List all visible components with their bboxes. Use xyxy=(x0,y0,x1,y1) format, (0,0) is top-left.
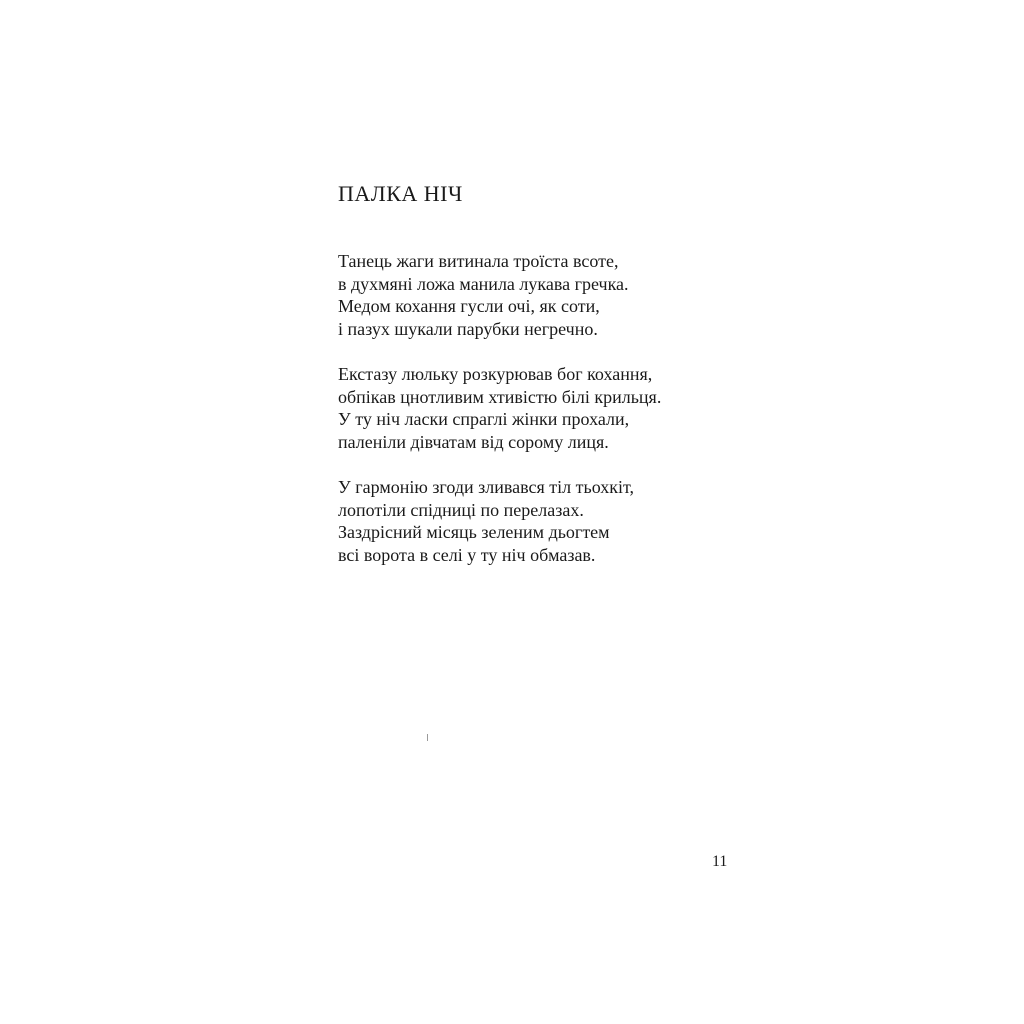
stanza-3 xyxy=(338,476,758,566)
poem-line: і пазух шукали парубки негречно. xyxy=(338,318,598,339)
poem-line: лопотіли спідниці по перелазах. xyxy=(338,499,584,520)
poem-title: ПАЛКА НІЧ xyxy=(338,181,463,206)
stanza-1 xyxy=(338,250,758,340)
stanza-2 xyxy=(338,363,758,453)
scan-mark xyxy=(427,734,428,741)
page-number: 11 xyxy=(712,853,728,870)
poem-line: в духмяні ложа манила лукава гречка. xyxy=(338,273,629,294)
poem-line: У ту ніч ласки спраглі жінки прохали, xyxy=(338,409,630,429)
poem-line: У гармонію згоди зливався тіл тьохкіт, xyxy=(338,477,635,497)
poem-line: Танець жаги витинала троїста всоте, xyxy=(338,251,619,271)
poem-line: Медом кохання гусли очі, як соти, xyxy=(338,296,600,316)
poem-line: Екстазу люльку розкурював бог кохання, xyxy=(338,364,653,384)
poem-line: обпікав цнотливим хтивістю білі крильця. xyxy=(338,386,662,407)
poem-line: всі ворота в селі у ту ніч обмазав. xyxy=(338,544,596,565)
poem-body xyxy=(338,250,758,589)
poem-line: Заздрісний місяць зеленим дьогтем xyxy=(338,522,610,542)
poem-line: паленіли дівчатам від сорому лиця. xyxy=(338,431,609,452)
